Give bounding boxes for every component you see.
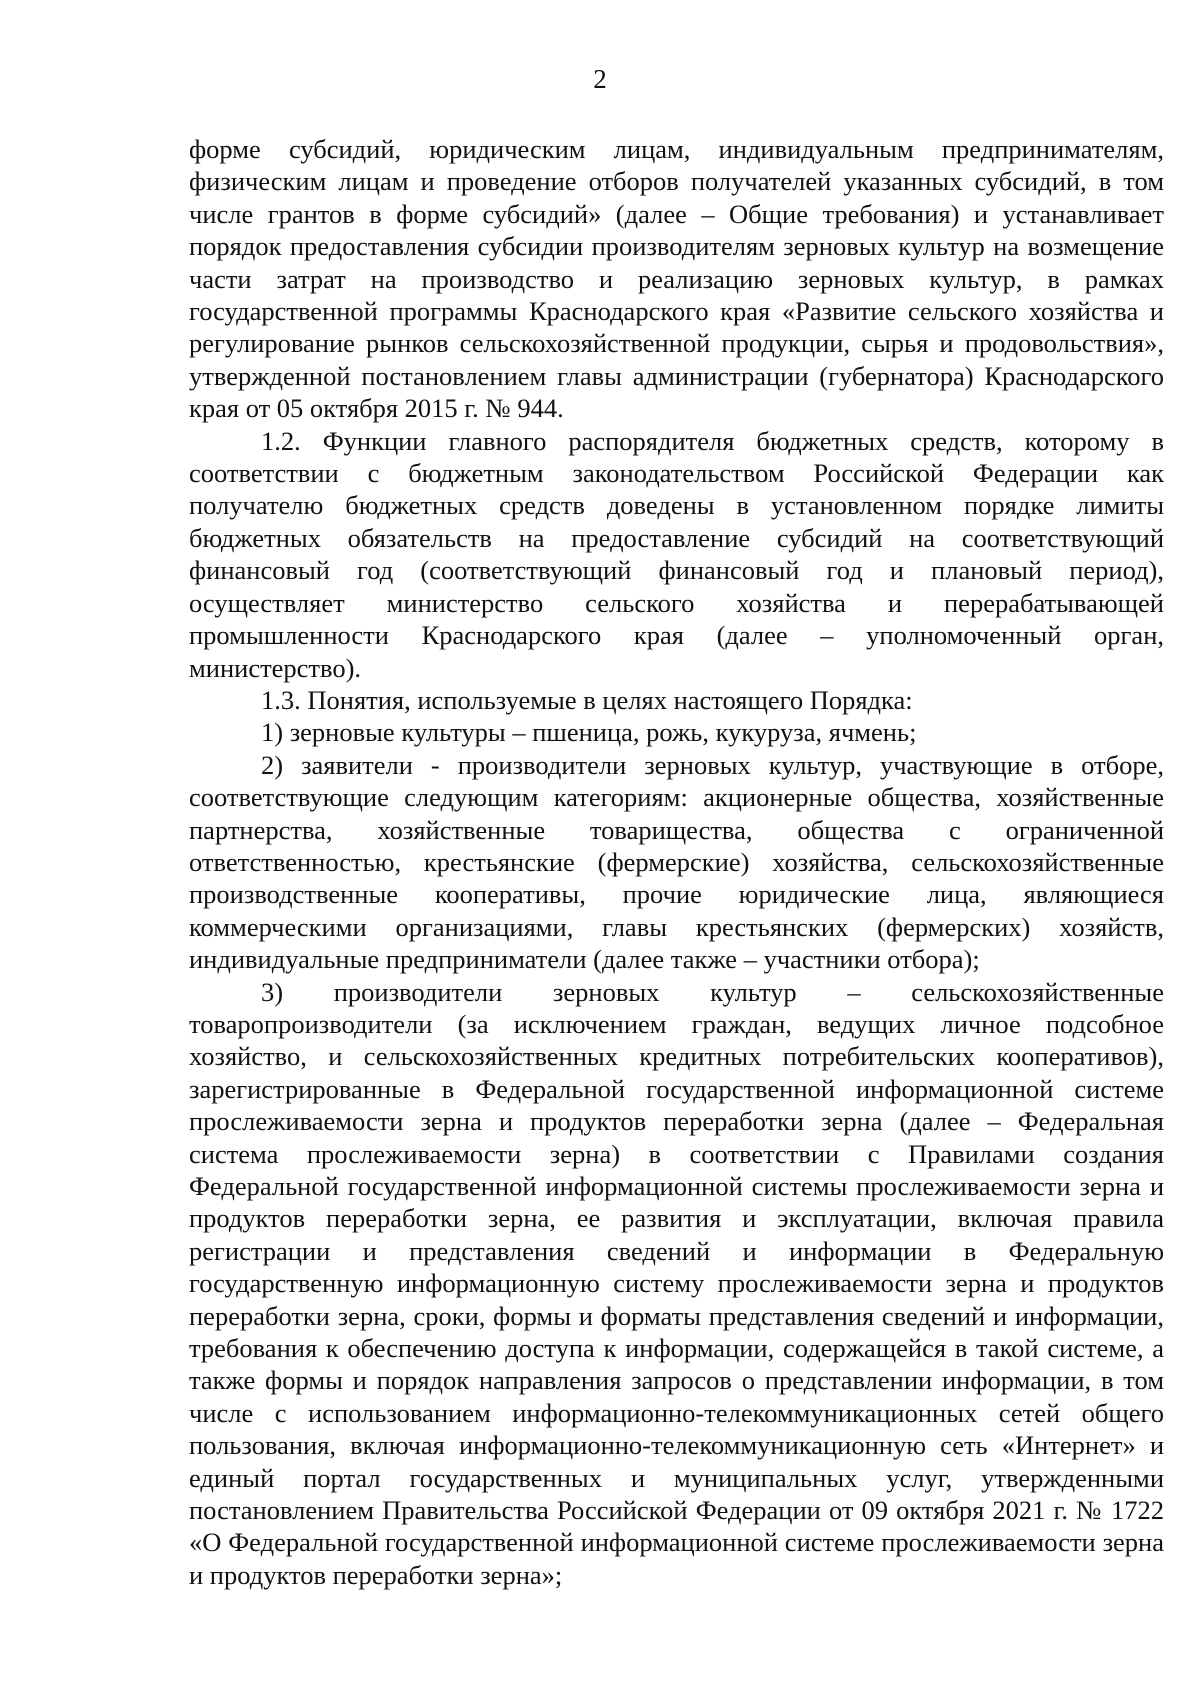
document-body [189,133,1164,1591]
paragraph-1-2: 1.2. Функции главного распорядителя бюджетных средств, которому в соответствии с бюджетным законодательством Российской Федерации как получателю бюджетных средств доведены в установленном порядке лимиты бюджетных обязательств на предоставление субсидий на соответствующий финансовый год (соответствующий финансовый год и плановый период), осуществляет министерство сельского хозяйства и перерабатывающей промышленности Краснодарского края (далее – уполномоченный орган, министерство). [189,425,1164,683]
page-number: 2 [593,64,607,94]
paragraph-1-3: 1.3. Понятия, используемые в целях настоящего Порядка: [261,684,913,715]
definition-2: 2) заявители - производители зерновых культур, участвующие в отборе, соответствующие следующим категориям: акционерные общества, хозяйственные партнерства, хозяйственные товарищества, общества с ограниченной ответственностью, крестьянские (фермерские) хозяйства, сельскохозяйственные производственные кооперативы, прочие юридические лица, являющиеся коммерческими организациями, главы крестьянских (фермерских) хозяйств, индивидуальные предприниматели (далее также – участники отбора); [189,749,1164,975]
definition-3: 3) производители зерновых культур – сельскохозяйственные товаропроизводители (за исключением граждан, ведущих личное подсобное хозяйство, и сельскохозяйственных кредитных потребительских кооперативов), зарегистрированные в Федеральной государственной информационной системе прослеживаемости зерна и продуктов переработки зерна (далее – Федеральная система прослеживаемости зерна) в соответствии с Правилами создания Федеральной государственной информационной системы прослеживаемости зерна и продуктов переработки зерна, ее развития и эксплуатации, включая правила регистрации и представления сведений и информации в Федеральную государственную информационную систему прослеживаемости зерна и продуктов переработки зерна, сроки, формы и форматы представления сведений и информации, требования к обеспечению доступа к информации, содержащейся в такой системе, а также формы и порядок направления запросов о представлении информации, в том числе с использованием информационно-телекоммуникационных сетей общего пользования, включая информационно-телекоммуникационную сеть «Интернет» и единый портал государственных и муниципальных услуг, утвержденными постановлением Правительства Российской Федерации от 09 октября 2021 г. № 1722 «О Федеральной государственной информационной системе прослеживаемости зерна и продуктов переработки зерна»; [189,976,1164,1590]
definition-1: 1) зерновые культуры – пшеница, рожь, кукуруза, ячмень; [261,717,917,748]
paragraph-continuation: форме субсидий, юридическим лицам, индивидуальным предпринимателям, физическим лицам и проведение отборов получателей указанных субсидий, в том числе грантов в форме субсидий» (далее – Общие требования) и устанавливает порядок предоставления субсидии производителям зерновых культур на возмещение части затрат на производство и реализацию зерновых культур, в рамках государственной программы Краснодарского края «Развитие сельского хозяйства и регулирование рынков сельскохозяйственной продукции, сырья и продовольствия», утвержденной постановлением главы администрации (губернатора) Краснодарского края от 05 октября 2015 г. № 944. [189,134,1164,424]
